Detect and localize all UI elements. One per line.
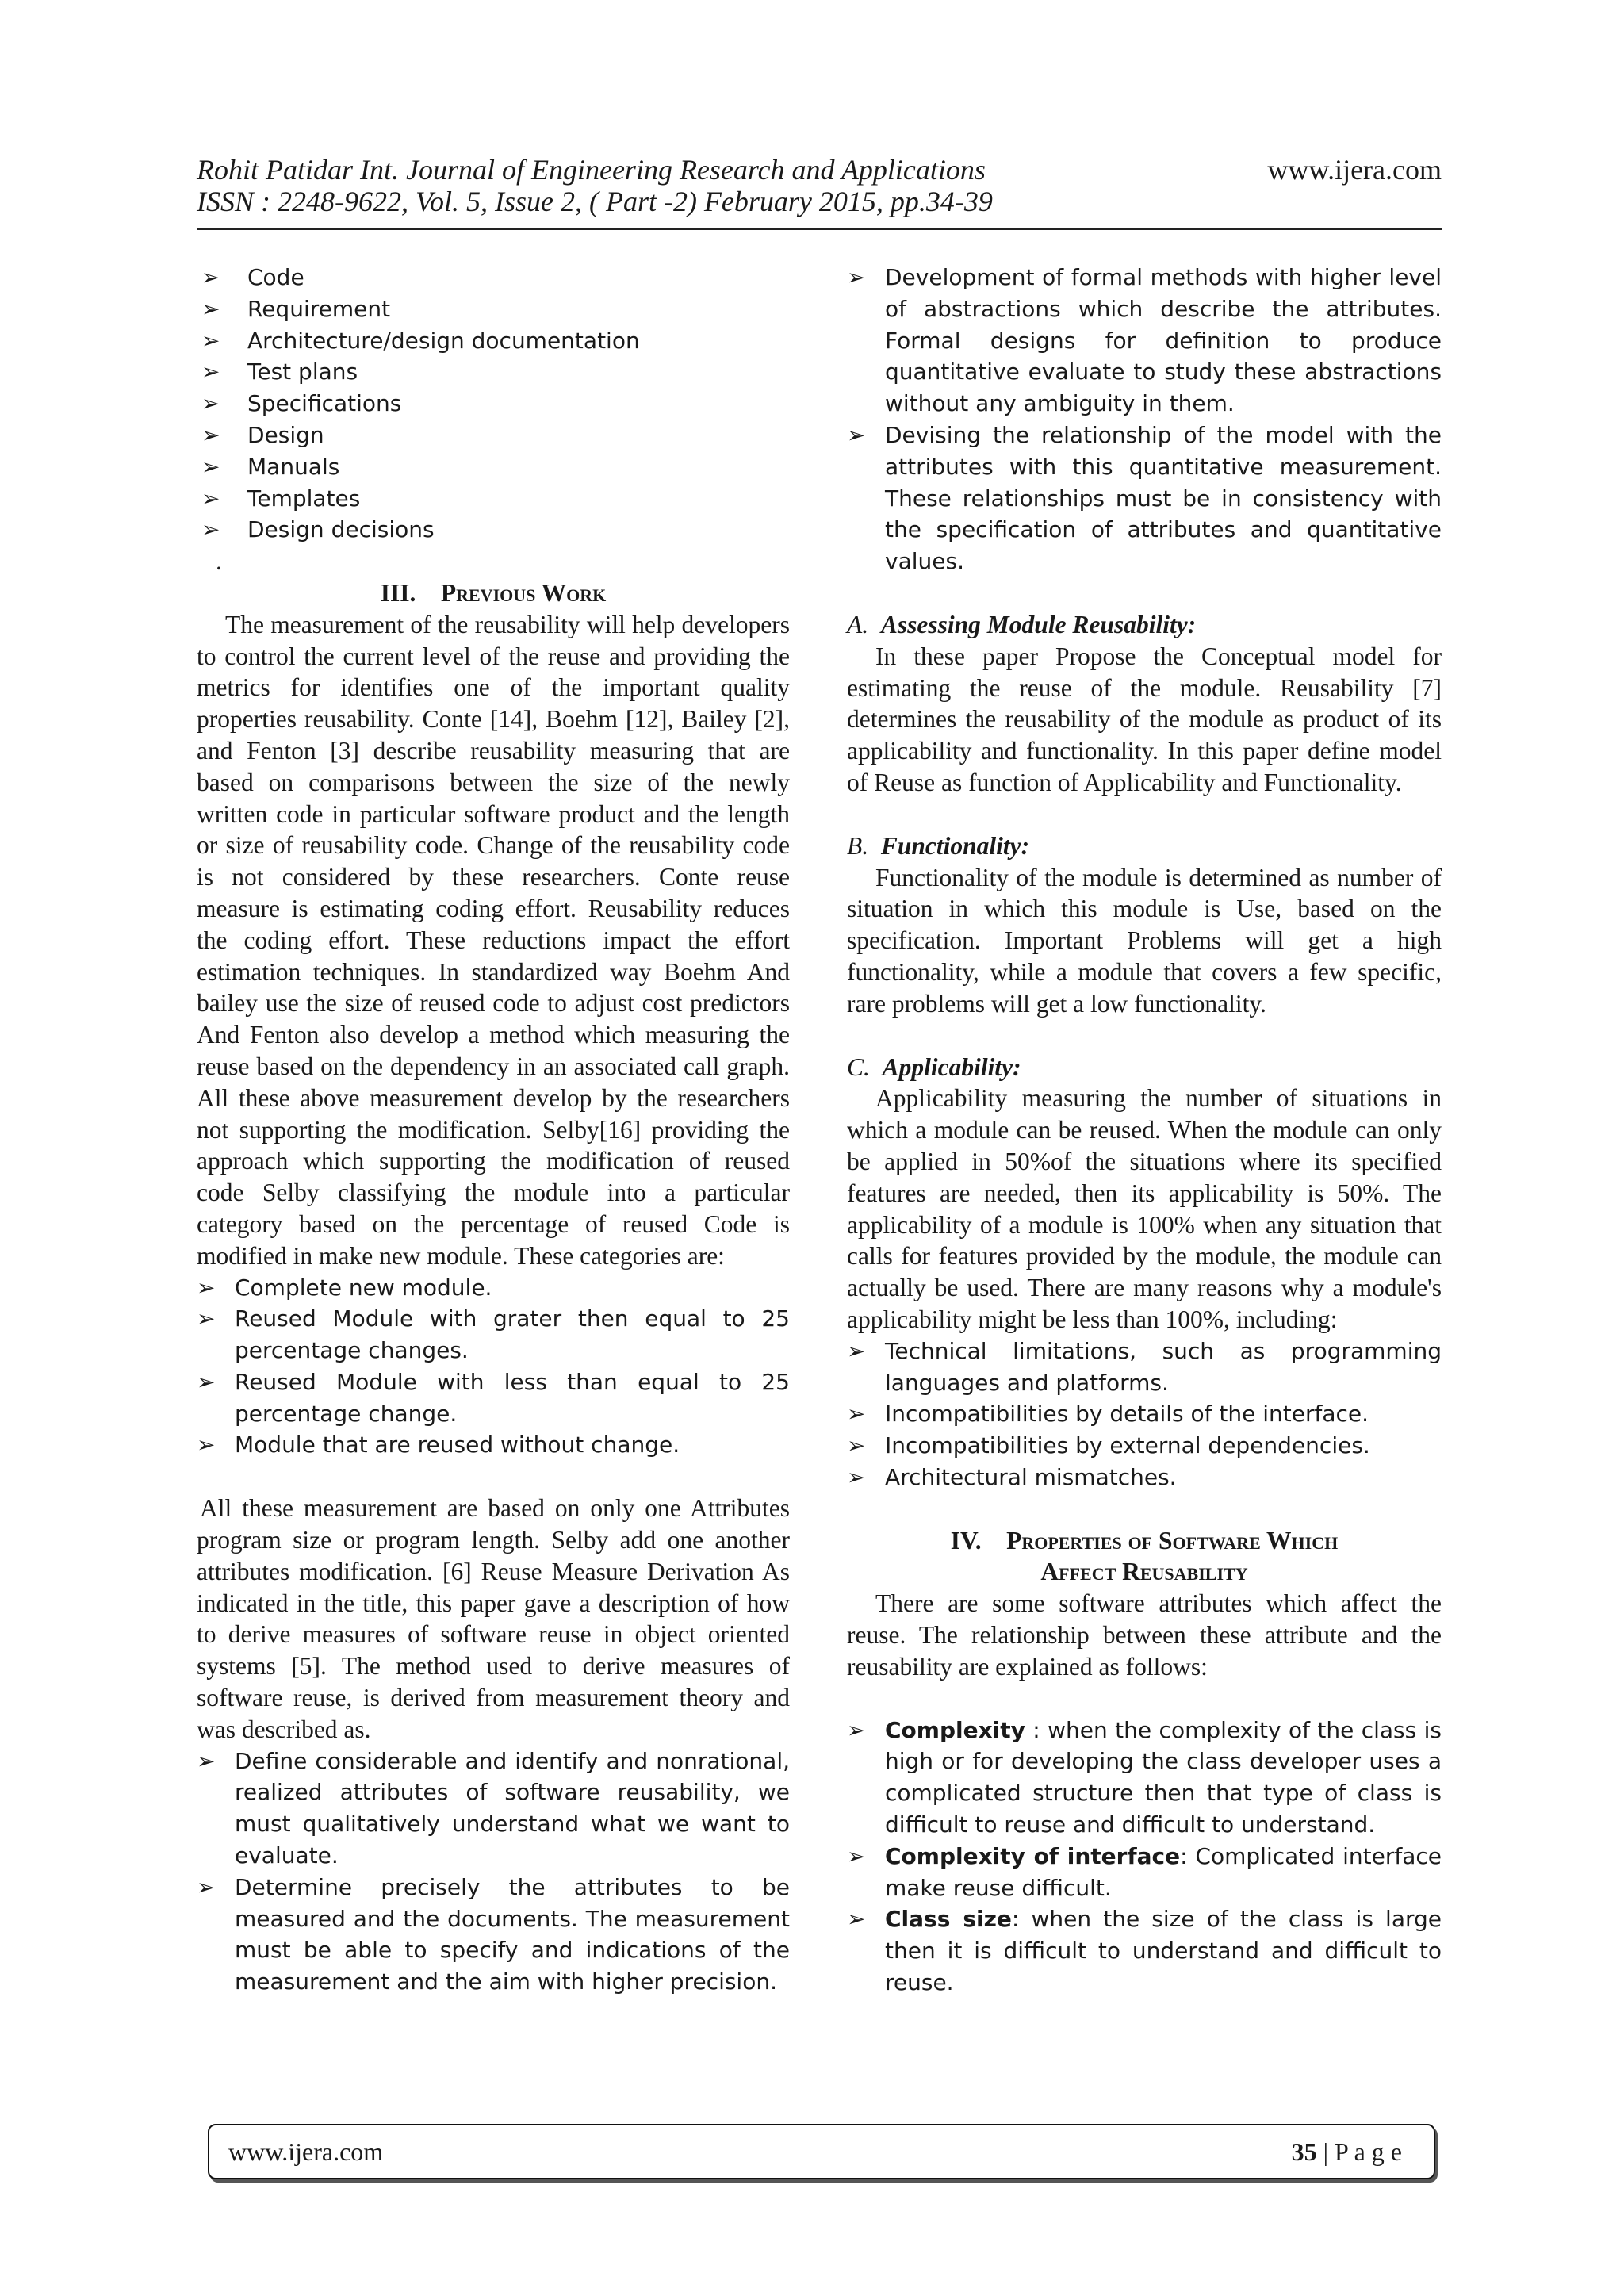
arrow-bullet-icon: ➢ — [201, 358, 220, 385]
journal-url[interactable]: www.ijera.com — [1267, 154, 1442, 186]
measurement-paragraph: All these measurement are based on only one Attributes program size or program length. Selby add one another attributes modification. [6] Reuse Measure Derivation As indicated in the title, this paper gave a description of how to derive measures of software reuse in object oriented systems [5]. The method used to derive measures of software reuse, is derived from measurement theory and was described as. — [197, 1494, 790, 1743]
spacer — [197, 1461, 790, 1493]
arrow-bullet-icon: ➢ — [201, 264, 220, 290]
arrow-bullet-icon: ➢ — [197, 1368, 216, 1395]
list-item: ➢ Reused Module with less than equal to 25 percentage change. — [197, 1366, 790, 1430]
arrow-bullet-icon: ➢ — [847, 1842, 866, 1869]
assessing-paragraph: In these paper Propose the Conceptual model for estimating the reuse of the module. Reusability [7] determines the reusability of the module as product of its applicability and functionality. In this paper define model of Reuse as function of Applicability and Functionality. — [847, 642, 1442, 796]
issn-line: ISSN : 2248-9622, Vol. 5, Issue 2, ( Part -2) February 2015, pp.34-39 — [197, 186, 993, 217]
header-rule — [197, 228, 1442, 230]
arrow-bullet-icon: ➢ — [201, 485, 220, 512]
arrow-bullet-icon: ➢ — [847, 1716, 866, 1743]
list-item: ➢ Incompatibilities by details of the interface. — [847, 1398, 1442, 1430]
arrow-bullet-icon: ➢ — [201, 295, 220, 322]
properties-list — [847, 1715, 1442, 1999]
functionality-paragraph: Functionality of the module is determined as number of situation in which this module is Use, based on the specification. Important Problems will get a high functionality, while a module that covers a few specific, rare problems will get a low functionality. — [847, 863, 1442, 1018]
list-item: ➢ Module that are reused without change. — [197, 1429, 790, 1461]
spacer — [847, 1493, 1442, 1525]
journal-citation: Rohit Patidar Int. Journal of Engineering Research and Applications — [197, 154, 986, 186]
list-item: ➢ Technical limitations, such as programming languages and platforms. — [847, 1336, 1442, 1399]
footer-url[interactable]: www.ijera.com — [228, 2137, 384, 2166]
list-item: ➢ Specifications — [197, 388, 790, 420]
arrow-bullet-icon: ➢ — [847, 264, 866, 290]
arrow-bullet-icon: ➢ — [847, 1337, 866, 1364]
list-item: ➢ Design decisions — [197, 514, 790, 546]
spacer — [847, 1683, 1442, 1715]
spacer — [847, 577, 1442, 609]
subsection-heading-applicability: C. Applicability: — [847, 1052, 1021, 1081]
list-item: ➢ Requirement — [197, 293, 790, 325]
left-column — [197, 262, 790, 1998]
arrow-bullet-icon: ➢ — [197, 1274, 216, 1301]
arrow-bullet-icon: ➢ — [201, 327, 220, 354]
list-item: ➢ Architectural mismatches. — [847, 1462, 1442, 1493]
arrow-bullet-icon: ➢ — [847, 421, 866, 448]
arrow-bullet-icon: ➢ — [197, 1747, 216, 1774]
list-item: ➢ Design — [197, 420, 790, 451]
list-item: ➢ Code — [197, 262, 790, 293]
list-item: ➢ Test plans — [197, 356, 790, 388]
derivation-steps-continued — [847, 262, 1442, 577]
spacer — [847, 799, 1442, 830]
list-item: ➢ Complexity of interface: Complicated interface make reuse difficult. — [847, 1841, 1442, 1904]
stray-dot: . — [216, 547, 222, 576]
list-item: ➢ Class size: when the size of the class is large then it is difficult to understand and difficult to reuse. — [847, 1903, 1442, 1998]
list-item: ➢ Reused Module with grater then equal to 25 percentage changes. — [197, 1303, 790, 1366]
applicability-paragraph: Applicability measuring the number of situations in which a module can be reused. When the module can only be applied in 50%of the situations where its specified features are needed, then its applicability is 50%. The applicability of a module is 100% when any situation that calls for features provided by the module, the module can actually be used. There are many reasons why a module's applicability might be less than 100%, including: — [847, 1084, 1442, 1333]
reuse-artifact-list — [197, 262, 790, 546]
list-item: ➢ Define considerable and identify and nonrational, realized attributes of software reusability, we must qualitatively understand what we want to evaluate. — [197, 1746, 790, 1872]
arrow-bullet-icon: ➢ — [847, 1463, 866, 1490]
list-item: ➢ Development of formal methods with higher level of abstractions which describe the attributes. Formal designs for definition to produce quantitative evaluate to study these abstractions without any ambiguity in them. — [847, 262, 1442, 420]
page-number: 35 | P a g e — [1291, 2137, 1402, 2166]
spacer — [847, 1020, 1442, 1052]
properties-paragraph: There are some software attributes which affect the reuse. The relationship between these attribute and the reusability are explained as follows: — [847, 1589, 1442, 1681]
arrow-bullet-icon: ➢ — [197, 1305, 216, 1332]
arrow-bullet-icon: ➢ — [847, 1401, 866, 1428]
arrow-bullet-icon: ➢ — [847, 1906, 866, 1933]
list-item: ➢ Complete new module. — [197, 1272, 790, 1304]
arrow-bullet-icon: ➢ — [197, 1873, 216, 1900]
list-item: ➢ Devising the relationship of the model with the attributes with this quantitative measurement. These relationships must be in consistency with the specification of attributes and quantitative values. — [847, 420, 1442, 577]
list-item: ➢ Templates — [197, 483, 790, 515]
section-heading-properties: IV. Properties of Software Which Affect Reusability — [950, 1526, 1339, 1586]
arrow-bullet-icon: ➢ — [847, 1432, 866, 1459]
section-heading-previous-work: III. Previous Work — [380, 578, 607, 607]
arrow-bullet-icon: ➢ — [201, 453, 220, 480]
previous-work-paragraph: The measurement of the reusability will help developers to control the current level of the reuse and providing the metrics for identifies one of the important quality properties reusability. Conte [14], Boehm [12], Bailey [2], and Fenton [3] describe reusability measuring that are based on comparisons between the size of the newly written code in particular software product and the length or size of reusability code. Change of the reusability code is not considered by these researchers. Conte reuse measure is estimating coding effort. Reusability reduces the coding effort. These reductions impact the effort estimation techniques. In standardized way Boehm And bailey use the size of reused code to adjust cost predictors And Fenton also develop a method which measuring the reuse based on the dependency in an associated call graph. All these above measurement develop by the researchers not supporting the modification. Selby[16] providing the approach which supporting the modification of reused code Selby classifying the module into a particular category based on the percentage of reused Code is modified in make new module. These categories are: — [197, 610, 790, 1270]
list-item: ➢ Incompatibilities by external dependencies. — [847, 1430, 1442, 1462]
reuse-category-list — [197, 1272, 790, 1462]
applicability-reasons-list — [847, 1336, 1442, 1493]
arrow-bullet-icon: ➢ — [201, 421, 220, 448]
arrow-bullet-icon: ➢ — [201, 516, 220, 543]
arrow-bullet-icon: ➢ — [197, 1432, 216, 1458]
list-item: ➢ Complexity : when the complexity of the class is high or for developing the class developer uses a complicated structure then that type of class is difficult to reuse and difficult to understand. — [847, 1715, 1442, 1841]
subsection-heading-assessing-module-reusability: A. Assessing Module Reusability: — [847, 610, 1197, 638]
running-header — [197, 154, 1442, 217]
page-footer — [208, 2124, 1435, 2179]
list-item: ➢ Determine precisely the attributes to be measured and the documents. The measurement must be able to specify and indications of the measurement and the aim with higher precision. — [197, 1872, 790, 1998]
list-item: ➢ Architecture/design documentation — [197, 325, 790, 357]
list-item: ➢ Manuals — [197, 451, 790, 483]
right-column — [847, 262, 1442, 1999]
arrow-bullet-icon: ➢ — [201, 390, 220, 417]
subsection-heading-functionality: B. Functionality: — [847, 831, 1030, 860]
derivation-steps-list — [197, 1746, 790, 1998]
